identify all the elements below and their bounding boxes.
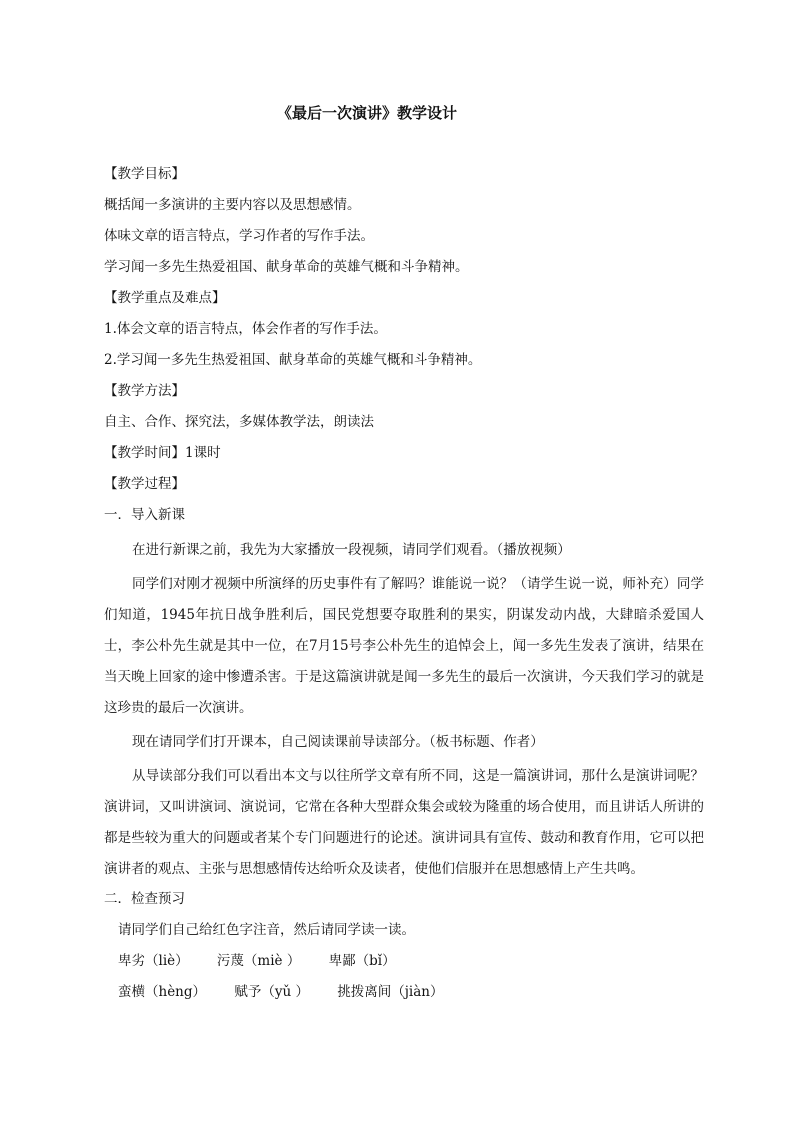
pinyin-word: 卑鄙（bǐ）: [328, 953, 396, 969]
pinyin-row: [104, 981, 704, 1012]
pinyin-word: 赋予（yǔ ）: [234, 984, 309, 1000]
paragraph: 同学们对刚才视频中所演绎的历史事件有了解吗？谁能说一说？（请学生说一说，师补充）同学们知道，1945年抗日战争胜利后，国民党想要夺取胜利的果实，阴谋发动内战，大肆暗杀爱国人士，李公朴先生就是其中一位，在7月15号李公朴先生的追悼会上，闻一多先生发表了演讲，结果在当天晚上回家的途中惨遭杀害。于是这篇演讲就是闻一多先生的最后一次演讲，今天我们学习的就是这珍贵的最后一次演讲。: [104, 576, 704, 716]
pinyin-word: 挑拨离间（jiàn）: [337, 984, 444, 1000]
time-heading: 【教学时间】: [104, 445, 185, 461]
pinyin-word: 蛮横（hèng）: [118, 984, 207, 1000]
goal-item: 概括闻一多演讲的主要内容以及思想感情。: [104, 197, 361, 213]
step2-heading: 二．检查预习: [104, 891, 185, 907]
goal-item: 体味文章的语言特点，学习作者的写作手法。: [104, 228, 374, 244]
pinyin-word: 污蔑（miè ）: [216, 953, 301, 969]
page-title: 《最后一次演讲》教学设计: [276, 104, 457, 122]
method-text: 自主、合作、探究法，多媒体教学法，朗读法: [104, 414, 374, 430]
process-heading: 【教学过程】: [104, 476, 185, 492]
paragraph: 从导读部分我们可以看出本文与以往所学文章有所不同，这是一篇演讲词，那什么是演讲词呢？演讲词，又叫讲演词、演说词，它常在各种大型群众集会或较为隆重的场合使用，而且讲话人所讲的都是些较为重大的问题或者某个专门问题进行的论述。演讲词具有宣传、鼓动和教育作用，它可以把演讲者的观点、主张与思想感情传达给听众及读者，使他们信服并在思想感情上产生共鸣。: [104, 768, 704, 877]
step2-instruction: 请同学们自己给红色字注音，然后请同学读一读。: [118, 922, 415, 938]
key-point: 1.体会文章的语言特点，体会作者的写作手法。: [104, 321, 387, 337]
paragraph: 在进行新课之前，我先为大家播放一段视频，请同学们观看。（播放视频）: [132, 542, 571, 558]
pinyin-row: [104, 950, 704, 981]
goal-item: 学习闻一多先生热爱祖国、献身革命的英雄气概和斗争精神。: [104, 259, 469, 275]
time-row: [104, 442, 704, 473]
key-point: 2.学习闻一多先生热爱祖国、献身革命的英雄气概和斗争精神。: [104, 352, 482, 368]
paragraph: 现在请同学们打开课本，自己阅读课前导读部分。（板书标题、作者）: [132, 734, 544, 750]
pinyin-word: 卑劣（liè）: [118, 953, 189, 969]
time-value: 1课时: [185, 445, 221, 461]
document-body: [104, 163, 704, 1012]
method-heading: 【教学方法】: [104, 383, 185, 399]
key-heading: 【教学重点及难点】: [104, 290, 226, 306]
goals-heading: 【教学目标】: [104, 166, 185, 182]
step1-heading: 一．导入新课: [104, 507, 185, 523]
